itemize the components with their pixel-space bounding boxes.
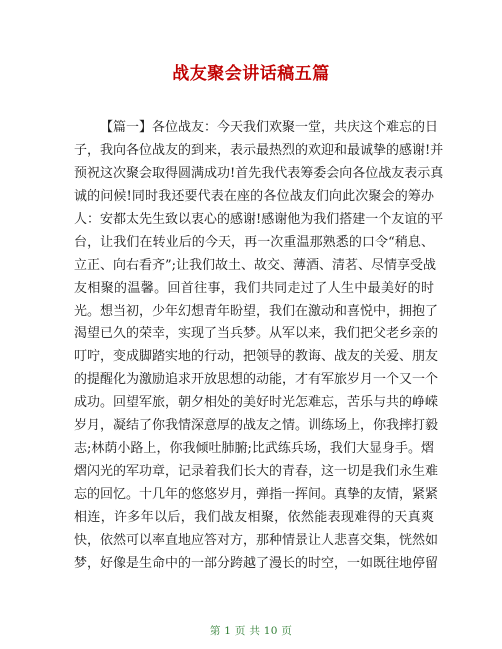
body-text-line: 忘的回忆。十几年的悠悠岁月，弹指一挥间。真挚的友情，紧紧 bbox=[74, 487, 439, 502]
body-text-line: 立正、向右看齐”;让我们故土、故交、薄酒、清茗、尽情享受战 bbox=[74, 257, 437, 273]
body-text-line: 成功。回望军旅，朝夕相处的美好时光怎难忘，苦乐与共的峥嵘 bbox=[74, 395, 439, 411]
body-text-line: 诚的问候!同时我还要代表在座的各位战友们向此次聚会的筹办 bbox=[74, 188, 434, 204]
body-text-line: 岁月，凝结了你我情深意厚的战友之情。训练场上，你我摔打毅 bbox=[74, 418, 439, 434]
body-text-line: 【篇一】各位战友：今天我们欢聚一堂，共庆这个难忘的日 bbox=[100, 120, 439, 135]
body-text-line: 渴望已久的荣幸，实现了当兵梦。从军以来，我们把父老乡亲的 bbox=[74, 326, 439, 342]
body-text-line: 熠闪光的军功章，记录着我们长大的青春，这一切是我们永生难 bbox=[74, 464, 439, 480]
body-text-line: 志;林荫小路上，你我倾吐肺腑;比武练兵场，我们大显身手。熠 bbox=[74, 441, 434, 457]
body-text-line: 光。想当初，少年幻想青年盼望，我们在激动和喜悦中，拥抱了 bbox=[74, 303, 439, 319]
body-text-line: 子，我向各位战友的到来，表示最热烈的欢迎和最诚挚的感谢!并 bbox=[74, 142, 444, 158]
body-text-line: 叮咛，变成脚踏实地的行动，把领导的教诲、战友的关爱、朋友 bbox=[74, 349, 439, 365]
body-text-line: 梦，好像是生命中的一部分跨越了漫长的时空，一如既往地停留 bbox=[74, 555, 439, 571]
body-text-line: 快，依然可以率直地应答对方，那种情景让人悲喜交集，恍然如 bbox=[74, 532, 439, 548]
page-number-footer: 第 1 页 共 10 页 bbox=[209, 625, 293, 637]
document-title: 战友聚会讲话稿五篇 bbox=[172, 64, 330, 84]
document-body bbox=[74, 117, 444, 576]
body-text-line: 相连，许多年以后，我们战友相聚，依然能表现难得的天真爽 bbox=[74, 509, 434, 525]
body-text-line: 人：安都太先生致以衷心的感谢!感谢他为我们搭建一个友谊的平 bbox=[74, 211, 444, 227]
body-text-line: 台，让我们在转业后的今天，再一次重温那熟悉的口令“稍息、 bbox=[74, 234, 434, 250]
body-text-line: 友相聚的温馨。回首往事，我们共同走过了人生中最美好的时 bbox=[74, 280, 434, 296]
body-text-line: 预祝这次聚会取得圆满成功!首先我代表筹委会向各位战友表示真 bbox=[74, 165, 444, 181]
body-text-line: 的提醒化为激励追求开放思想的动能，才有军旅岁月一个又一个 bbox=[74, 372, 439, 388]
